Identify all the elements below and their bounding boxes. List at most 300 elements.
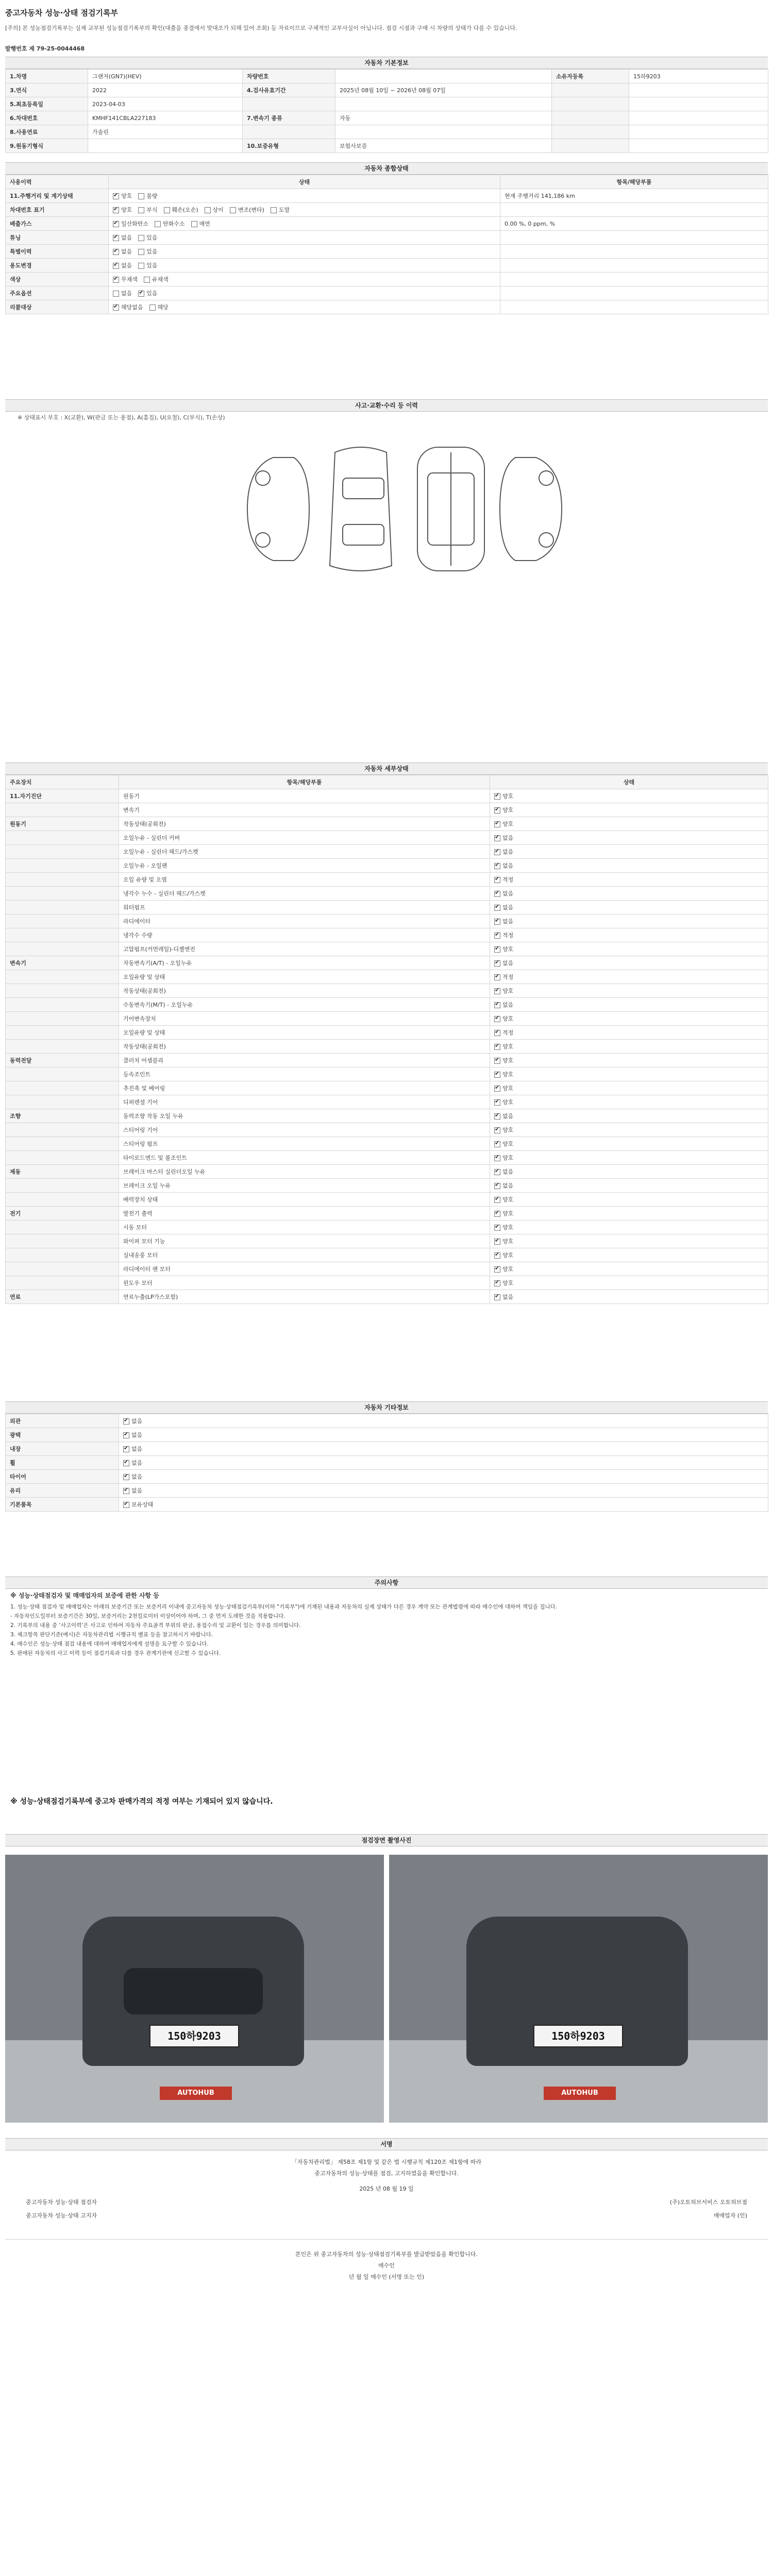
car-diagram xyxy=(5,421,768,597)
checkbox-icon[interactable] xyxy=(138,263,144,269)
checkbox-icon[interactable] xyxy=(494,1016,500,1022)
detail-item: 작동상태(공회전) xyxy=(119,984,490,998)
option-item[interactable] xyxy=(113,247,132,256)
option-item[interactable] xyxy=(113,303,143,311)
option-item[interactable] xyxy=(113,219,148,228)
other-label: 외관 xyxy=(6,1414,119,1428)
state-label: 없음 xyxy=(131,1446,143,1452)
basic-cell: KMHF141CBLA227183 xyxy=(88,111,243,125)
option-label: 매연 xyxy=(199,221,210,227)
detail-row xyxy=(6,859,768,873)
option-item[interactable] xyxy=(230,206,264,214)
checkbox-icon[interactable] xyxy=(138,193,144,199)
checkbox-icon[interactable] xyxy=(494,1294,500,1300)
general-extra: 0.00 %, 0 ppm, % xyxy=(500,217,768,231)
detail-group xyxy=(6,1234,119,1248)
notifier-name: 매매업자 (인) xyxy=(713,2212,747,2219)
detail-row xyxy=(6,984,768,998)
option-label: 있음 xyxy=(146,248,158,255)
checkbox-icon[interactable] xyxy=(494,946,500,953)
inspector-name: (주)오토허브서비스 오토허브점 xyxy=(669,2199,747,2206)
option-item[interactable] xyxy=(164,206,198,214)
checkbox-icon[interactable] xyxy=(494,1155,500,1161)
basic-cell: 자동 xyxy=(335,111,552,125)
receiver-label: 매수인 xyxy=(378,2262,395,2269)
detail-group xyxy=(6,1248,119,1262)
checkbox-icon[interactable] xyxy=(494,863,500,869)
option-item[interactable] xyxy=(138,206,157,214)
other-label: 기본품목 xyxy=(6,1498,119,1512)
checkbox-icon[interactable] xyxy=(494,891,500,897)
state-label: 없음 xyxy=(502,918,514,925)
state-label: 양호 xyxy=(502,1015,514,1022)
checkbox-icon[interactable] xyxy=(113,193,119,199)
detail-group xyxy=(6,1179,119,1193)
detail-row xyxy=(6,1026,768,1040)
detail-item: 고압펌프(커먼레일)-디젤엔진 xyxy=(119,942,490,956)
detail-head-2: 항목/해당부품 xyxy=(119,775,490,789)
caution-line: 4. 매수인은 성능·상태 점검 내용에 대하여 매매업자에게 설명을 요구할 수 있습니다. xyxy=(10,1641,209,1647)
checkbox-icon[interactable] xyxy=(494,1266,500,1273)
detail-row xyxy=(6,1207,768,1221)
state-label: 없음 xyxy=(502,849,514,855)
detail-state xyxy=(490,873,768,887)
detail-state xyxy=(490,845,768,859)
checkbox-icon[interactable] xyxy=(494,960,500,967)
detail-group xyxy=(6,887,119,901)
state-label: 양호 xyxy=(502,1085,514,1092)
option-item[interactable] xyxy=(155,219,185,228)
option-item[interactable] xyxy=(149,303,169,311)
option-label: 있음 xyxy=(146,234,158,241)
other-state xyxy=(119,1456,768,1470)
option-item[interactable] xyxy=(113,192,132,200)
detail-group xyxy=(6,998,119,1012)
option-label: 무채색 xyxy=(121,276,138,283)
general-extra xyxy=(500,231,768,245)
general-label: 튜닝 xyxy=(6,231,109,245)
detail-group xyxy=(6,970,119,984)
other-state xyxy=(119,1470,768,1484)
detail-group xyxy=(6,1123,119,1137)
checkbox-icon[interactable] xyxy=(494,974,500,980)
other-state xyxy=(119,1414,768,1428)
sign-line-1: 「자동차관리법」 제58조 제1항 및 같은 법 시행규칙 제120조 제1항에 따라 xyxy=(291,2159,482,2165)
rear-photo xyxy=(389,1855,768,2123)
checkbox-icon[interactable] xyxy=(113,263,119,269)
checkbox-icon[interactable] xyxy=(494,1044,500,1050)
checkbox-icon[interactable] xyxy=(113,235,119,241)
option-label: 있음 xyxy=(146,290,158,297)
caution-line: 1. 성능·상태 점검자 및 매매업자는 아래의 보증기간 또는 보증거리 이내에 중고자동차 성능·상태점검기록부(이하 "기록부")에 기재된 내용과 자동차의 실제 상태가 다른 경우 계약 또는 관계법령에 따라 매수인에 대하여 책임을 집니다. xyxy=(10,1604,558,1610)
checkbox-icon[interactable] xyxy=(205,207,211,213)
detail-item: 타이로드엔드 및 볼조인트 xyxy=(119,1151,490,1165)
option-label: 양호 xyxy=(121,193,132,199)
detail-item: 시동 모터 xyxy=(119,1221,490,1234)
checkbox-icon[interactable] xyxy=(113,207,119,213)
inspector-label: 중고자동차 성능·상태 점검자 xyxy=(26,2199,97,2206)
state-label: 양호 xyxy=(502,1210,514,1217)
front-photo xyxy=(5,1855,384,2123)
checkbox-icon[interactable] xyxy=(494,1141,500,1147)
state-label: 없음 xyxy=(131,1460,143,1466)
checkbox-icon[interactable] xyxy=(494,835,500,841)
detail-state xyxy=(490,956,768,970)
detail-row xyxy=(6,803,768,817)
basic-cell xyxy=(335,70,552,83)
option-label: 없음 xyxy=(121,262,132,269)
basic-cell: 15하9203 xyxy=(629,70,768,83)
detail-state xyxy=(490,1221,768,1234)
detail-group xyxy=(6,1151,119,1165)
checkbox-icon[interactable] xyxy=(144,277,150,283)
state-label: 양호 xyxy=(502,793,514,800)
option-item[interactable] xyxy=(113,233,132,242)
checkbox-icon[interactable] xyxy=(494,1197,500,1203)
checkbox-icon[interactable] xyxy=(494,919,500,925)
other-row xyxy=(6,1470,768,1484)
option-label: 양호 xyxy=(121,207,132,213)
detail-item: 발전기 출력 xyxy=(119,1207,490,1221)
checkbox-icon[interactable] xyxy=(494,1099,500,1106)
detail-state xyxy=(490,1290,768,1304)
detail-state xyxy=(490,984,768,998)
option-label: 변조(변타) xyxy=(238,207,264,213)
detail-row xyxy=(6,1054,768,1067)
basic-cell: 가솔린 xyxy=(88,125,243,139)
checkbox-icon[interactable] xyxy=(123,1460,129,1466)
general-state xyxy=(109,189,500,203)
option-item[interactable] xyxy=(138,247,157,256)
option-item[interactable] xyxy=(144,275,169,283)
option-label: 상이 xyxy=(212,207,224,213)
general-label: 용도변경 xyxy=(6,259,109,273)
other-row xyxy=(6,1498,768,1512)
option-label: 부식 xyxy=(146,207,158,213)
detail-item: 작동상태(공회전) xyxy=(119,1040,490,1054)
detail-group xyxy=(6,803,119,817)
rear-plate: 150하9203 xyxy=(533,2025,623,2047)
option-item[interactable] xyxy=(138,261,157,269)
general-head-3: 항목/해당부품 xyxy=(500,175,768,189)
detail-row xyxy=(6,1221,768,1234)
general-row xyxy=(6,300,768,314)
detail-item: 라디에이터 xyxy=(119,914,490,928)
state-label: 적정 xyxy=(502,932,514,939)
option-label: 도말 xyxy=(278,207,290,213)
detail-state xyxy=(490,831,768,845)
checkbox-icon[interactable] xyxy=(494,793,500,800)
state-label: 양호 xyxy=(502,1071,514,1078)
general-label: 색상 xyxy=(6,273,109,286)
detail-row xyxy=(6,1262,768,1276)
detail-state xyxy=(490,1151,768,1165)
checkbox-icon[interactable] xyxy=(494,1030,500,1036)
detail-row xyxy=(6,901,768,914)
detail-group: 11.자기진단 xyxy=(6,789,119,803)
checkbox-icon[interactable] xyxy=(494,1211,500,1217)
detail-row xyxy=(6,1012,768,1026)
checkbox-icon[interactable] xyxy=(494,849,500,855)
state-label: 양호 xyxy=(502,1238,514,1245)
option-item[interactable] xyxy=(138,192,157,200)
detail-state xyxy=(490,1234,768,1248)
caution-line: 2. 기록부의 내용 중 ‘사고이력’은 사고로 인하여 자동차 주요골격 부위의 판금, 용접수리 및 교환이 있는 경우를 의미합니다. xyxy=(10,1622,301,1629)
detail-item: 원동기 xyxy=(119,789,490,803)
checkbox-icon[interactable] xyxy=(113,277,119,283)
detail-group: 동력전달 xyxy=(6,1054,119,1067)
general-extra xyxy=(500,286,768,300)
checkbox-icon[interactable] xyxy=(113,221,119,227)
detail-row xyxy=(6,817,768,831)
checkbox-icon[interactable] xyxy=(494,1086,500,1092)
basic-cell: 8.사용연료 xyxy=(6,125,88,139)
detail-item: 오일 유량 및 오염 xyxy=(119,873,490,887)
other-label: 광택 xyxy=(6,1428,119,1442)
checkbox-icon[interactable] xyxy=(494,988,500,994)
detail-group xyxy=(6,831,119,845)
checkbox-icon[interactable] xyxy=(494,1225,500,1231)
detail-item: 냉각수 수량 xyxy=(119,928,490,942)
other-state xyxy=(119,1428,768,1442)
page-title: 중고자동차 성능·상태 점검기록부 xyxy=(5,8,119,18)
option-label: 탄화수소 xyxy=(163,221,185,227)
detail-group xyxy=(6,1081,119,1095)
option-label: 해당없음 xyxy=(121,304,143,311)
general-state xyxy=(109,300,500,314)
option-item[interactable] xyxy=(113,289,132,297)
state-label: 양호 xyxy=(502,807,514,814)
detail-row xyxy=(6,1137,768,1151)
detail-state xyxy=(490,928,768,942)
detail-item: 변속기 xyxy=(119,803,490,817)
checkbox-icon[interactable] xyxy=(149,304,156,311)
checkbox-icon[interactable] xyxy=(113,304,119,311)
caution-heading: ※ 성능·상태점검자 및 매매업자의 보증에 관한 사항 등 xyxy=(10,1592,159,1599)
checkbox-icon[interactable] xyxy=(494,1072,500,1078)
state-label: 없음 xyxy=(502,904,514,911)
other-row xyxy=(6,1442,768,1456)
photos-section-title: 점검장면 촬영사진 xyxy=(5,1834,768,1846)
basic-cell xyxy=(629,97,768,111)
checkbox-icon[interactable] xyxy=(494,933,500,939)
checkbox-icon[interactable] xyxy=(494,1002,500,1008)
checkbox-icon[interactable] xyxy=(113,291,119,297)
state-label: 양호 xyxy=(502,1252,514,1259)
option-item[interactable] xyxy=(113,261,132,269)
detail-row xyxy=(6,1276,768,1290)
checkbox-icon[interactable] xyxy=(494,1058,500,1064)
notifier-label: 중고자동차 성능·상태 고지자 xyxy=(26,2212,97,2219)
checkbox-icon[interactable] xyxy=(123,1474,129,1480)
option-item[interactable] xyxy=(113,275,138,283)
detail-state xyxy=(490,789,768,803)
state-label: 없음 xyxy=(502,862,514,869)
checkbox-icon[interactable] xyxy=(123,1418,129,1425)
general-row xyxy=(6,231,768,245)
detail-group xyxy=(6,1067,119,1081)
general-row xyxy=(6,286,768,300)
checkbox-icon[interactable] xyxy=(123,1488,129,1494)
detail-item: 실내송풍 모터 xyxy=(119,1248,490,1262)
basic-cell: 1.차명 xyxy=(6,70,88,83)
detail-state xyxy=(490,1137,768,1151)
detail-row xyxy=(6,1109,768,1123)
detail-state xyxy=(490,901,768,914)
state-label: 없음 xyxy=(502,890,514,897)
detail-state xyxy=(490,942,768,956)
detail-item: 오일누유 - 오일팬 xyxy=(119,859,490,873)
option-item[interactable] xyxy=(113,206,132,214)
detail-item: 윈도우 모터 xyxy=(119,1276,490,1290)
checkbox-icon[interactable] xyxy=(494,1183,500,1189)
detail-state xyxy=(490,817,768,831)
checkbox-icon[interactable] xyxy=(113,249,119,255)
detail-row xyxy=(6,873,768,887)
basic-cell: 3.연식 xyxy=(6,83,88,97)
option-item[interactable] xyxy=(271,206,290,214)
sign-date: 2025 년 08 월 19 일 xyxy=(359,2185,414,2192)
option-item[interactable] xyxy=(138,233,157,242)
detail-group: 전기 xyxy=(6,1207,119,1221)
basic-info-table xyxy=(5,69,768,153)
detail-state xyxy=(490,1081,768,1095)
detail-state xyxy=(490,1165,768,1179)
general-label: 배출가스 xyxy=(6,217,109,231)
general-state xyxy=(109,259,500,273)
checkbox-icon[interactable] xyxy=(155,221,161,227)
state-label: 양호 xyxy=(502,1155,514,1161)
checkbox-icon[interactable] xyxy=(494,1252,500,1259)
detail-row xyxy=(6,789,768,803)
detail-state xyxy=(490,1054,768,1067)
basic-cell xyxy=(552,125,629,139)
doc-number: 발행번호 제 79-25-0044468 xyxy=(5,45,85,52)
state-label: 없음 xyxy=(131,1418,143,1425)
checkbox-icon[interactable] xyxy=(494,821,500,827)
detail-head-3: 상태 xyxy=(490,775,768,789)
checkbox-icon[interactable] xyxy=(494,1239,500,1245)
brand-sign: AUTOHUB xyxy=(160,2087,232,2100)
general-state xyxy=(109,217,500,231)
basic-cell xyxy=(243,97,335,111)
general-condition-table xyxy=(5,175,768,314)
detail-state xyxy=(490,998,768,1012)
general-label: 주요옵션 xyxy=(6,286,109,300)
car-left-view xyxy=(247,457,309,561)
detail-section-title: 자동차 세부상태 xyxy=(5,762,768,775)
caution-strong: ※ 성능·상태점검기록부에 중고차 판매가격의 적정 여부는 기재되어 있지 않습니다. xyxy=(10,1798,273,1806)
detail-state xyxy=(490,1262,768,1276)
detail-row xyxy=(6,1151,768,1165)
option-item[interactable] xyxy=(138,289,157,297)
checkbox-icon[interactable] xyxy=(138,249,144,255)
other-state xyxy=(119,1484,768,1498)
state-label: 없음 xyxy=(502,960,514,967)
checkbox-icon[interactable] xyxy=(230,207,236,213)
checkbox-icon[interactable] xyxy=(138,235,144,241)
basic-cell: 보험사보증 xyxy=(335,139,552,153)
other-row xyxy=(6,1456,768,1470)
checkbox-icon[interactable] xyxy=(164,207,170,213)
state-label: 없음 xyxy=(131,1473,143,1480)
title-bar xyxy=(5,4,768,22)
checkbox-icon[interactable] xyxy=(494,1113,500,1120)
signature-section-title: 서명 xyxy=(5,2138,768,2150)
grill-shape xyxy=(124,1968,263,2014)
detail-state xyxy=(490,1179,768,1193)
other-label: 유리 xyxy=(6,1484,119,1498)
basic-cell: 그랜저(GN7)(HEV) xyxy=(88,70,243,83)
state-label: 양호 xyxy=(502,1196,514,1203)
checkbox-icon[interactable] xyxy=(138,291,144,297)
detail-row xyxy=(6,1095,768,1109)
option-label: 없음 xyxy=(121,290,132,297)
general-extra xyxy=(500,259,768,273)
detail-row xyxy=(6,831,768,845)
checkbox-icon[interactable] xyxy=(494,877,500,883)
other-row xyxy=(6,1414,768,1428)
legend-text: ※ 상태표시 부호 : X(교환), W(판금 또는 용접), A(흠집), U(요철), C(부식), T(손상) xyxy=(18,414,225,421)
detail-group xyxy=(6,845,119,859)
detail-group xyxy=(6,1276,119,1290)
general-state xyxy=(109,203,500,217)
checkbox-icon[interactable] xyxy=(123,1432,129,1438)
detail-item: 동력조향 작동 오일 누유 xyxy=(119,1109,490,1123)
general-state xyxy=(109,286,500,300)
detail-item: 브레이크 마스터 실린더오일 누유 xyxy=(119,1165,490,1179)
detail-group xyxy=(6,928,119,942)
checkbox-icon[interactable] xyxy=(123,1502,129,1508)
other-state xyxy=(119,1498,768,1512)
detail-state xyxy=(490,1207,768,1221)
detail-state xyxy=(490,1248,768,1262)
other-label: 타이어 xyxy=(6,1470,119,1484)
detail-item: 오일유량 및 상태 xyxy=(119,970,490,984)
state-label: 양호 xyxy=(502,946,514,953)
checkbox-icon[interactable] xyxy=(494,807,500,814)
basic-cell xyxy=(629,111,768,125)
detail-state xyxy=(490,887,768,901)
checkbox-icon[interactable] xyxy=(494,1169,500,1175)
checkbox-icon[interactable] xyxy=(494,905,500,911)
checkbox-icon[interactable] xyxy=(271,207,277,213)
state-label: 적정 xyxy=(502,1029,514,1036)
basic-cell xyxy=(552,83,629,97)
option-label: 훼손(오손) xyxy=(172,207,198,213)
caution-section-title: 주의사항 xyxy=(5,1577,768,1589)
option-item[interactable] xyxy=(205,206,224,214)
car-right-view xyxy=(500,457,562,561)
state-label: 양호 xyxy=(502,1043,514,1050)
detail-row xyxy=(6,1234,768,1248)
checkbox-icon[interactable] xyxy=(138,207,144,213)
detail-group xyxy=(6,873,119,887)
checkbox-icon[interactable] xyxy=(123,1446,129,1452)
general-extra xyxy=(500,245,768,259)
front-plate: 150하9203 xyxy=(149,2025,239,2047)
checkbox-icon[interactable] xyxy=(494,1127,500,1133)
basic-section-title: 자동차 기본정보 xyxy=(5,57,768,69)
detail-group xyxy=(6,1262,119,1276)
detail-group xyxy=(6,1040,119,1054)
general-row xyxy=(6,273,768,286)
state-label: 보유상태 xyxy=(131,1501,154,1508)
other-section-title: 자동차 기타정보 xyxy=(5,1401,768,1414)
checkbox-icon[interactable] xyxy=(191,221,197,227)
option-item[interactable] xyxy=(191,219,210,228)
checkbox-icon[interactable] xyxy=(494,1280,500,1286)
